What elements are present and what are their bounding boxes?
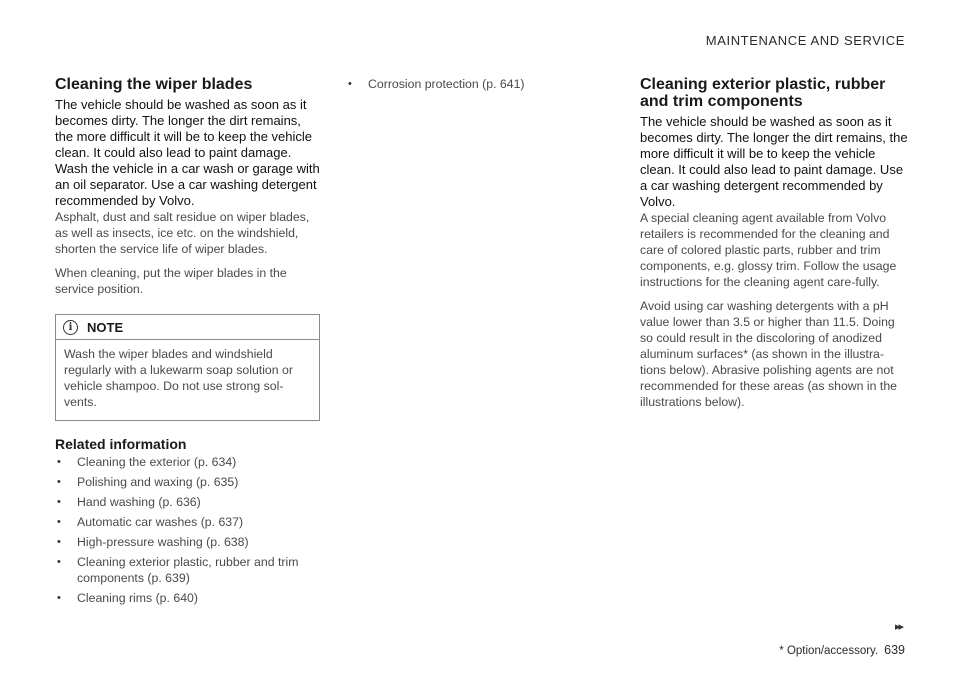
continue-arrow-icon: ▸▸: [894, 621, 902, 633]
exterior-plastic-paragraph-1: A special cleaning agent available from Volvo retailers is recommended for the cleaning and care of colored plastic parts, rubber and trim components, e.g. glossy trim. Follow the usage instructions for the cleaning agent care-fully.: [640, 211, 897, 289]
related-link-text: Cleaning rims (p. 640): [77, 591, 198, 605]
related-link-text: Corrosion protection (p. 641): [368, 77, 525, 91]
related-links-list-continued: [346, 76, 611, 92]
related-link[interactable]: [55, 454, 320, 470]
related-link[interactable]: [55, 474, 320, 490]
bullet-icon: •: [57, 456, 61, 468]
page-footer: [779, 643, 905, 657]
bullet-icon: •: [57, 476, 61, 488]
related-link-text: High-pressure washing (p. 638): [77, 535, 249, 549]
related-links-list: [55, 454, 320, 606]
bullet-icon: •: [57, 536, 61, 548]
exterior-plastic-title: Cleaning exterior plastic, rubber and trim components: [640, 76, 886, 110]
bullet-icon: •: [57, 496, 61, 508]
related-link-text: Cleaning the exterior (p. 634): [77, 455, 237, 469]
note-body: Wash the wiper blades and windshield regularly with a lukewarm soap solution or vehicle shampoo. Do not use strong sol-vents.: [64, 347, 293, 409]
wiper-blades-paragraph-2: When cleaning, put the wiper blades in the service position.: [55, 266, 287, 296]
exterior-plastic-lead: The vehicle should be washed as soon as it becomes dirty. The longer the dirt remains, the more difficult it will be to keep the vehicle clean. It could also lead to paint damage. Use a car washing detergent recommended by Volvo.: [640, 114, 908, 209]
related-link-text: Polishing and waxing (p. 635): [77, 475, 239, 489]
related-link[interactable]: [55, 554, 320, 586]
related-information-heading: Related information: [55, 436, 187, 452]
column-continued-links: [346, 76, 611, 96]
info-icon: i: [63, 320, 78, 335]
wiper-blades-paragraph-1: Asphalt, dust and salt residue on wiper blades, as well as insects, ice etc. on the windshield, shorten the service life of wiper blades.: [55, 210, 310, 256]
related-link[interactable]: [346, 76, 611, 92]
related-link[interactable]: [55, 534, 320, 550]
section-header: MAINTENANCE AND SERVICE: [705, 33, 905, 48]
column-exterior-plastic: [640, 76, 908, 410]
related-link-text: Hand washing (p. 636): [77, 495, 201, 509]
note-header: [56, 315, 319, 340]
wiper-blades-title: Cleaning the wiper blades: [55, 76, 253, 93]
bullet-icon: •: [348, 78, 352, 90]
related-link[interactable]: [55, 514, 320, 530]
related-link[interactable]: [55, 494, 320, 510]
bullet-icon: •: [57, 592, 61, 604]
related-link[interactable]: [55, 590, 320, 606]
related-link-text: Automatic car washes (p. 637): [77, 515, 244, 529]
page-number: 639: [884, 643, 905, 657]
column-wiper-blades: [55, 76, 320, 610]
note-box: [55, 314, 320, 421]
note-title: NOTE: [87, 319, 124, 335]
related-link-text: Cleaning exterior plastic, rubber and trim components (p. 639): [77, 555, 299, 585]
bullet-icon: •: [57, 516, 61, 528]
exterior-plastic-paragraph-2: Avoid using car washing detergents with a pH value lower than 3.5 or higher than 11.5. Doing so could result in the discoloring of anodized aluminum surfaces* (as shown in the illustra-tions below). Abrasive polishing agents are not recommended for these areas (as shown in the illustrations below).: [640, 299, 898, 409]
footnote: * Option/accessory.: [779, 645, 879, 657]
bullet-icon: •: [57, 556, 61, 568]
wiper-blades-lead: The vehicle should be washed as soon as it becomes dirty. The longer the dirt remains, the more difficult it will be to keep the vehicle clean. It could also lead to paint damage. Wash the vehicle in a car wash or garage with an oil separator. Use a car washing detergent recommended by Volvo.: [55, 97, 320, 208]
